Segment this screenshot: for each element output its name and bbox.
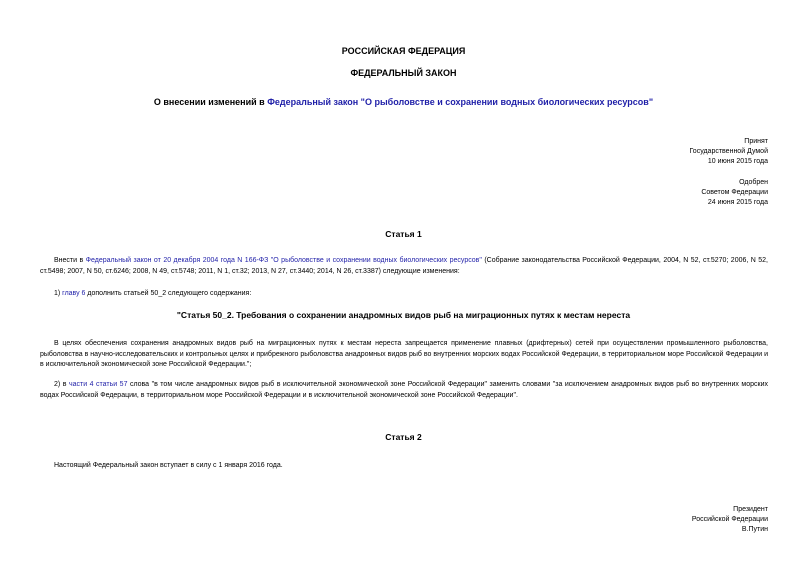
accepted-line: 10 июня 2015 года [707, 158, 768, 165]
signature-line: В.Путин [741, 526, 768, 533]
article-2-body: Настоящий Федеральный закон вступает в силу с 1 января 2016 года. [54, 462, 283, 469]
item-1-suffix: дополнить статьей 50_2 следующего содержания: [85, 290, 252, 297]
new-article-heading: "Статья 50_2. Требования о сохранении анадромных видов рыб на миграционных путях к местам нереста [176, 310, 631, 320]
chapter-6-link[interactable]: главу 6 [62, 290, 86, 297]
new-article-body: В целях обеспечения сохранения анадромных видов рыб на миграционных путях к местам нереста запрещается применение плавных (дрифтерных) сетей при осуществлении промышленного рыболовства, рыболовства в научно-исследовательских и контрольных целях и прибрежного рыболовства анадромных видов рыб во внутренних морских водах Российской Федерации, в территориальном море Российской Федерации и в исключительной экономической зоне Российской Федерации."; [40, 340, 768, 368]
document-title [0, 97, 807, 107]
intro-prefix: Внести в [54, 257, 86, 264]
intro-suffix: (Собрание законодательства Российской Федерации, 2004, N 52, ст.5270; 2006, N 52, ст.5498; 2007, N 50, ст.6246; 2008, N 49, ст.5748; 2011, N 1, ст.32; 2013, N 27, ст.3440; 2014, N 26, ст.3387) следующие изменения: [40, 257, 768, 275]
country-heading: РОССИЙСКАЯ ФЕДЕРАЦИЯ [341, 46, 466, 56]
article-1-intro [40, 256, 768, 277]
article-2-text [40, 461, 768, 472]
document-type-heading: ФЕДЕРАЛЬНЫЙ ЗАКОН [350, 68, 457, 78]
accepted-block [568, 137, 768, 167]
approved-line: 24 июня 2015 года [707, 199, 768, 206]
signature-line: Российской Федерации [691, 516, 768, 523]
document-title-prefix: О внесении изменений в [153, 97, 268, 107]
new-article-text [40, 339, 768, 371]
accepted-line: Государственной Думой [689, 148, 768, 155]
article-1-item-2 [40, 380, 768, 401]
approved-block [568, 178, 768, 208]
item-2-prefix: 2) в [54, 381, 69, 388]
article-1-item-1 [40, 289, 768, 300]
accepted-line: Принят [744, 138, 768, 145]
item-2-suffix: слова "в том числе анадромных видов рыб в исключительной экономической зоне Российской Федерации" заменить словами "за исключением анадромных видов рыб во внутренних морских водах Российской Федерации, в территориальном море Российской Федерации и в исключительной экономической зоне Российской Федерации". [40, 381, 768, 399]
part-4-article-57-link[interactable]: части 4 статьи 57 [68, 381, 128, 388]
article-2-heading: Статья 2 [385, 432, 422, 442]
law-166-fz-link[interactable]: Федеральный закон от 20 декабря 2004 года N 166-ФЗ "О рыболовстве и сохранении водных биологических ресурсов" [85, 257, 482, 264]
signature-block [568, 505, 768, 535]
item-1-prefix: 1) [54, 290, 63, 297]
article-1-heading: Статья 1 [385, 229, 422, 239]
signature-line: Президент [733, 506, 768, 513]
title-law-link[interactable]: Федеральный закон "О рыболовстве и сохранении водных биологических ресурсов" [267, 97, 654, 107]
approved-line: Советом Федерации [701, 189, 768, 196]
approved-line: Одобрен [739, 179, 768, 186]
